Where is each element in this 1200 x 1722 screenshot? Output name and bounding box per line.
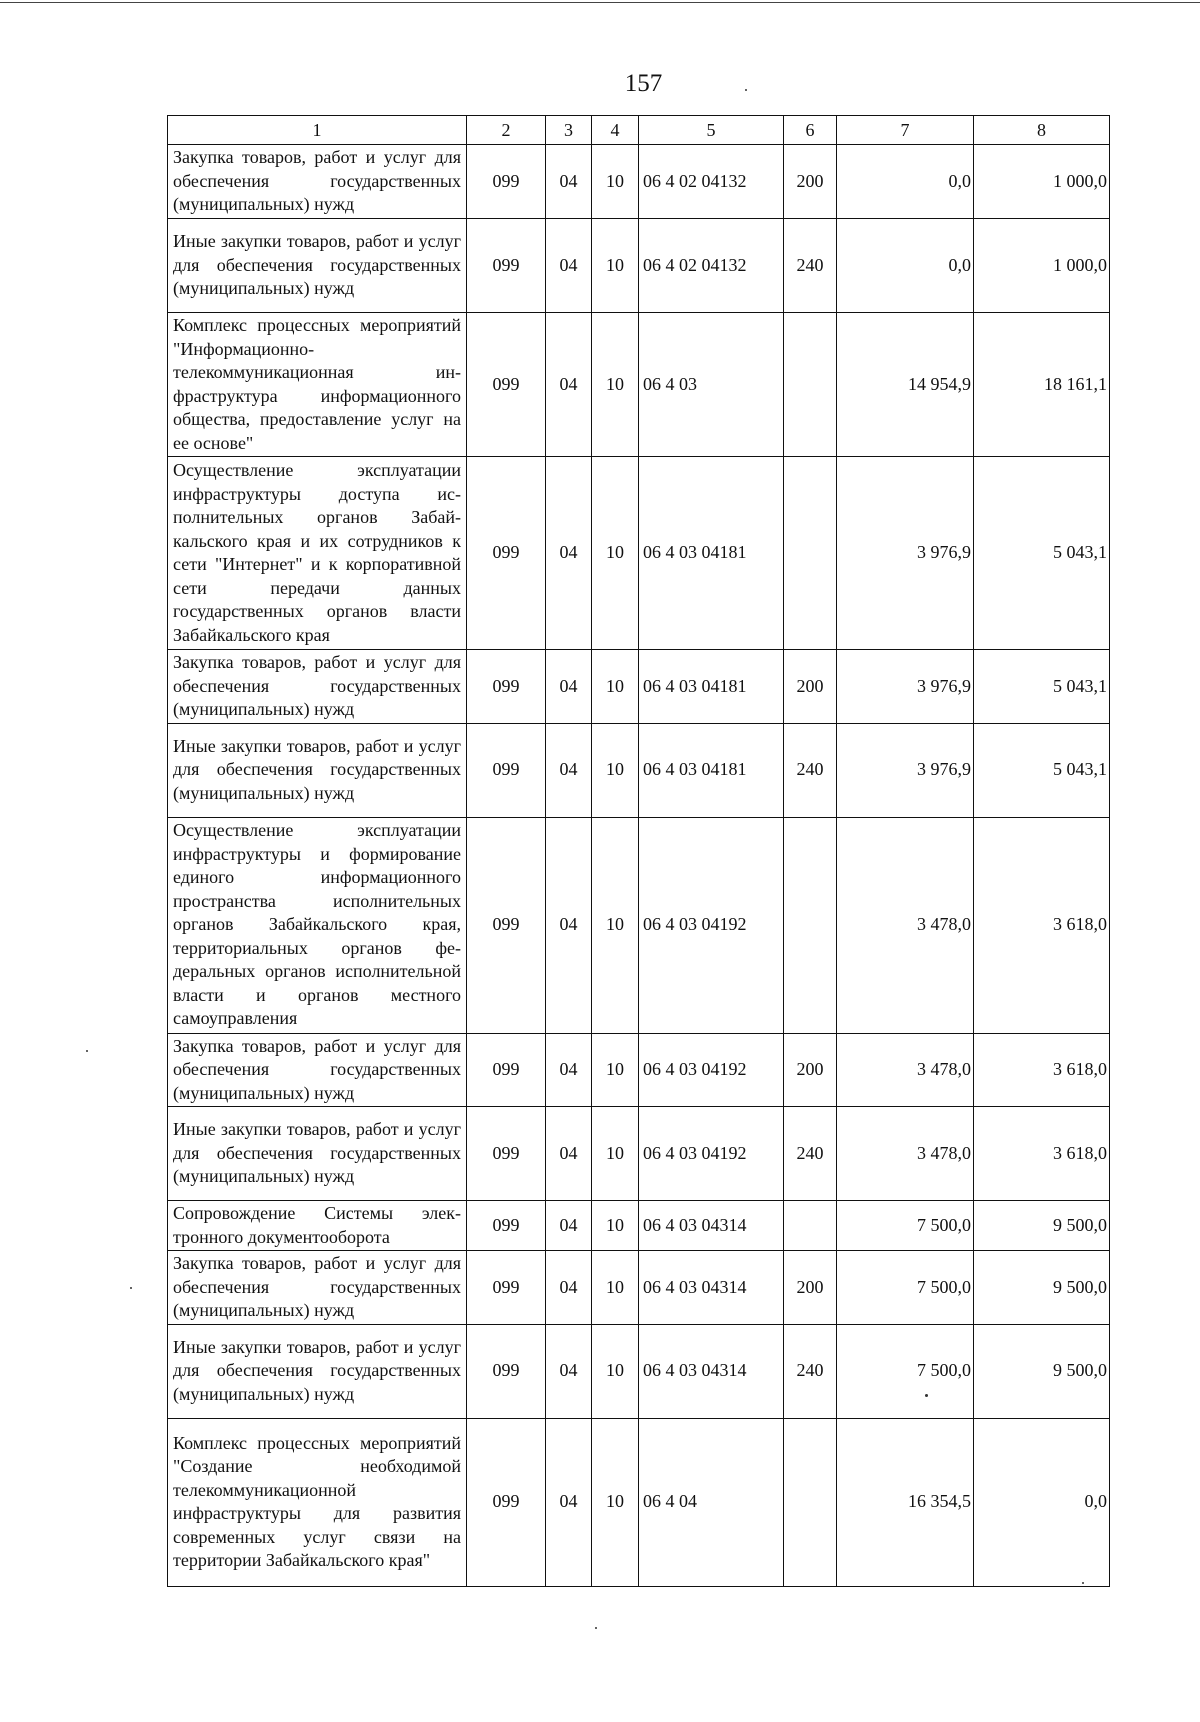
code-pr-cell: 10 [592, 723, 639, 817]
amount-col7-cell: 0,0 [837, 145, 974, 219]
amount-col8-cell: 0,0 [974, 1418, 1110, 1586]
code-vr-cell: 200 [784, 1251, 837, 1325]
code-vr-cell [784, 457, 837, 650]
code-vr-cell [784, 1418, 837, 1586]
table-row [168, 723, 1110, 817]
code-rz-cell: 04 [546, 650, 592, 724]
amount-col7-cell: 3 478,0 [837, 1107, 974, 1201]
row-name-cell: Иные закупки товаров, работ и услуг для обеспечения государственных (муниципальных) нужд [168, 723, 467, 817]
table-row [168, 1033, 1110, 1107]
code-csr-cell: 06 4 03 04314 [639, 1324, 784, 1418]
code-gr-cell: 099 [467, 1324, 546, 1418]
code-csr-cell: 06 4 03 04181 [639, 650, 784, 724]
code-vr-cell: 200 [784, 650, 837, 724]
row-name-cell: Иные закупки товаров, работ и услуг для обеспечения государственных (муниципальных) нужд [168, 219, 467, 313]
table-row [168, 145, 1110, 219]
amount-col7-cell: 7 500,0 [837, 1324, 974, 1418]
scan-speck [130, 1287, 132, 1289]
code-gr-cell: 099 [467, 145, 546, 219]
column-header: 1 [168, 116, 467, 145]
amount-col7-cell: 16 354,5 [837, 1418, 974, 1586]
code-gr-cell: 099 [467, 219, 546, 313]
code-csr-cell: 06 4 03 04314 [639, 1201, 784, 1251]
code-pr-cell: 10 [592, 1201, 639, 1251]
column-header: 8 [974, 116, 1110, 145]
amount-col8-cell: 5 043,1 [974, 650, 1110, 724]
code-pr-cell: 10 [592, 1418, 639, 1586]
code-csr-cell: 06 4 02 04132 [639, 219, 784, 313]
code-gr-cell: 099 [467, 1107, 546, 1201]
amount-col8-cell: 18 161,1 [974, 313, 1110, 457]
code-vr-cell: 240 [784, 1107, 837, 1201]
amount-col8-cell: 5 043,1 [974, 457, 1110, 650]
code-rz-cell: 04 [546, 1201, 592, 1251]
row-name-cell: Комплекс процессных мероприятий "Создание необходимой телекоммуникационной инфраструктуры для развития современных услуг связи на территории Забайкальского края" [168, 1418, 467, 1586]
code-vr-cell [784, 313, 837, 457]
column-header: 7 [837, 116, 974, 145]
code-gr-cell: 099 [467, 313, 546, 457]
code-pr-cell: 10 [592, 1251, 639, 1325]
code-rz-cell: 04 [546, 219, 592, 313]
code-vr-cell: 200 [784, 1033, 837, 1107]
amount-col7-cell: 3 478,0 [837, 817, 974, 1033]
table-row [168, 650, 1110, 724]
amount-col8-cell: 3 618,0 [974, 1033, 1110, 1107]
code-rz-cell: 04 [546, 723, 592, 817]
row-name-cell: Иные закупки товаров, работ и услуг для обеспечения государственных (муниципальных) нужд [168, 1324, 467, 1418]
code-rz-cell: 04 [546, 145, 592, 219]
code-gr-cell: 099 [467, 1418, 546, 1586]
code-csr-cell: 06 4 02 04132 [639, 145, 784, 219]
code-csr-cell: 06 4 03 [639, 313, 784, 457]
code-rz-cell: 04 [546, 313, 592, 457]
code-gr-cell: 099 [467, 1251, 546, 1325]
code-csr-cell: 06 4 04 [639, 1418, 784, 1586]
amount-col8-cell: 3 618,0 [974, 1107, 1110, 1201]
code-pr-cell: 10 [592, 145, 639, 219]
scan-speck [86, 1050, 88, 1052]
code-rz-cell: 04 [546, 1107, 592, 1201]
code-csr-cell: 06 4 03 04181 [639, 723, 784, 817]
table-row [168, 313, 1110, 457]
row-name-cell: Комплекс процессных мероприятий "Информационно-телекоммуникационная инфраструктура информационного общества, предоставление услуг на ее основе" [168, 313, 467, 457]
code-rz-cell: 04 [546, 817, 592, 1033]
amount-col8-cell: 1 000,0 [974, 219, 1110, 313]
code-csr-cell: 06 4 03 04192 [639, 1107, 784, 1201]
code-gr-cell: 099 [467, 650, 546, 724]
code-rz-cell: 04 [546, 457, 592, 650]
code-pr-cell: 10 [592, 1324, 639, 1418]
table-row [168, 1324, 1110, 1418]
code-gr-cell: 099 [467, 1201, 546, 1251]
code-pr-cell: 10 [592, 1033, 639, 1107]
scan-speck [925, 1394, 928, 1397]
row-name-cell: Закупка товаров, работ и услуг для обеспечения государственных (муниципальных) нужд [168, 1033, 467, 1107]
amount-col8-cell: 3 618,0 [974, 817, 1110, 1033]
amount-col7-cell: 7 500,0 [837, 1251, 974, 1325]
code-gr-cell: 099 [467, 1033, 546, 1107]
budget-table [167, 115, 1110, 1587]
row-name-cell: Осуществление эксплуатации инфраструктуры доступа исполнительных органов Забайкальского края и их сотрудников к сети "Интернет" и к корпоративной сети передачи данных государственных органов власти Забайкальского края [168, 457, 467, 650]
amount-col8-cell: 9 500,0 [974, 1201, 1110, 1251]
code-pr-cell: 10 [592, 219, 639, 313]
column-header: 6 [784, 116, 837, 145]
code-csr-cell: 06 4 03 04181 [639, 457, 784, 650]
amount-col7-cell: 3 976,9 [837, 457, 974, 650]
code-pr-cell: 10 [592, 457, 639, 650]
code-pr-cell: 10 [592, 313, 639, 457]
scan-speck [595, 1627, 597, 1629]
code-rz-cell: 04 [546, 1251, 592, 1325]
amount-col7-cell: 0,0 [837, 219, 974, 313]
row-name-cell: Сопровождение Системы электронного документооборота [168, 1201, 467, 1251]
table-row [168, 457, 1110, 650]
code-pr-cell: 10 [592, 817, 639, 1033]
amount-col7-cell: 7 500,0 [837, 1201, 974, 1251]
row-name-cell: Закупка товаров, работ и услуг для обеспечения государственных (муниципальных) нужд [168, 650, 467, 724]
page-number: 157 [624, 70, 663, 97]
code-vr-cell [784, 817, 837, 1033]
column-header: 3 [546, 116, 592, 145]
row-name-cell: Осуществление эксплуатации инфраструктуры и формирование единого информационного пространства исполнительных органов Забайкальского края, территориальных органов федеральных органов исполнительной власти и органов местного самоуправления [168, 817, 467, 1033]
code-vr-cell: 240 [784, 723, 837, 817]
table-header-row [168, 116, 1110, 145]
table-row [168, 219, 1110, 313]
code-csr-cell: 06 4 03 04314 [639, 1251, 784, 1325]
scan-speck [745, 89, 747, 91]
table-row [168, 1107, 1110, 1201]
row-name-cell: Иные закупки товаров, работ и услуг для обеспечения государственных (муниципальных) нужд [168, 1107, 467, 1201]
code-rz-cell: 04 [546, 1324, 592, 1418]
column-header: 2 [467, 116, 546, 145]
code-gr-cell: 099 [467, 723, 546, 817]
amount-col7-cell: 3 976,9 [837, 650, 974, 724]
row-name-cell: Закупка товаров, работ и услуг для обеспечения государственных (муниципальных) нужд [168, 1251, 467, 1325]
amount-col8-cell: 9 500,0 [974, 1324, 1110, 1418]
code-vr-cell [784, 1201, 837, 1251]
code-csr-cell: 06 4 03 04192 [639, 1033, 784, 1107]
code-rz-cell: 04 [546, 1418, 592, 1586]
column-header: 5 [639, 116, 784, 145]
table-row [168, 817, 1110, 1033]
scan-speck [1082, 1582, 1084, 1584]
code-vr-cell: 240 [784, 1324, 837, 1418]
code-rz-cell: 04 [546, 1033, 592, 1107]
code-csr-cell: 06 4 03 04192 [639, 817, 784, 1033]
amount-col7-cell: 14 954,9 [837, 313, 974, 457]
table-row [168, 1418, 1110, 1586]
table-row [168, 1251, 1110, 1325]
table-row [168, 1201, 1110, 1251]
code-vr-cell: 200 [784, 145, 837, 219]
amount-col8-cell: 1 000,0 [974, 145, 1110, 219]
code-gr-cell: 099 [467, 457, 546, 650]
amount-col8-cell: 5 043,1 [974, 723, 1110, 817]
row-name-cell: Закупка товаров, работ и услуг для обеспечения государственных (муниципальных) нужд [168, 145, 467, 219]
code-pr-cell: 10 [592, 650, 639, 724]
amount-col7-cell: 3 478,0 [837, 1033, 974, 1107]
code-gr-cell: 099 [467, 817, 546, 1033]
code-vr-cell: 240 [784, 219, 837, 313]
amount-col7-cell: 3 976,9 [837, 723, 974, 817]
column-header: 4 [592, 116, 639, 145]
scan-top-edge-line [0, 2, 1200, 3]
amount-col8-cell: 9 500,0 [974, 1251, 1110, 1325]
code-pr-cell: 10 [592, 1107, 639, 1201]
